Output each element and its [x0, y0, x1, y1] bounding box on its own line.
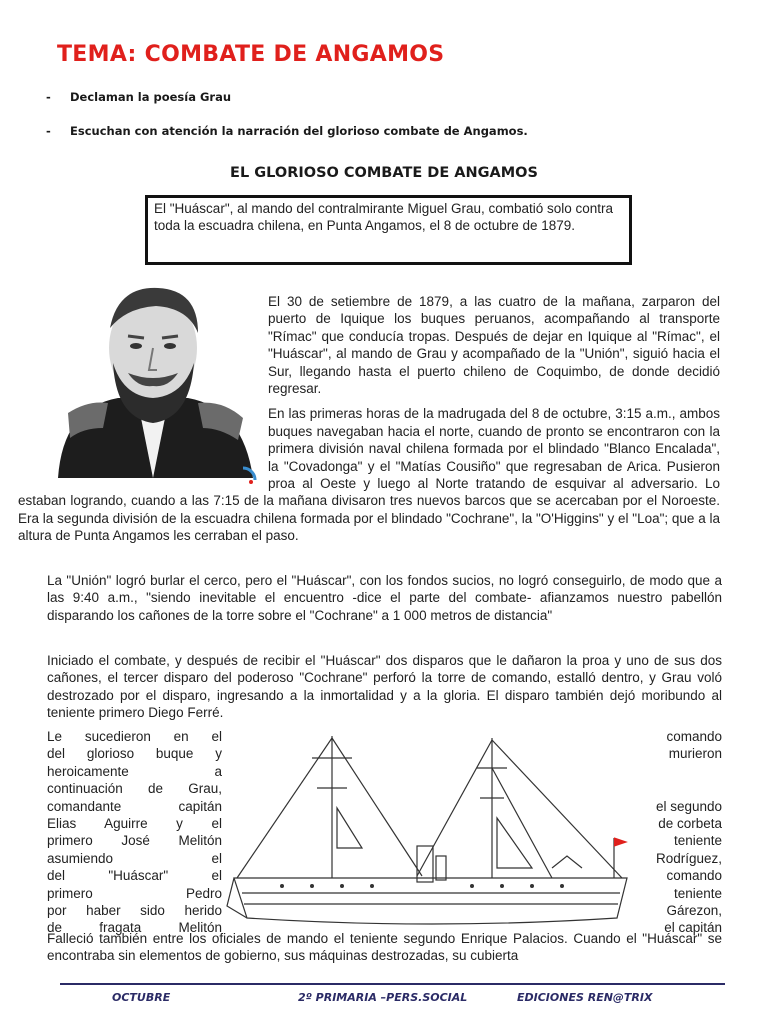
- text-line: Gárezon,: [666, 902, 722, 918]
- activity-item: [46, 124, 528, 138]
- footer-publisher: EDICIONES REN@TRIX: [517, 991, 653, 1004]
- text-line: del glorioso buque y: [47, 746, 222, 762]
- bullet-dash: -: [46, 124, 51, 138]
- activity-text: Declaman la poesía Grau: [70, 90, 232, 104]
- text-line: del "Huáscar" el: [47, 868, 222, 884]
- text-line: asumiendo el: [47, 850, 222, 866]
- text-line: de fragata Melitón: [47, 920, 222, 936]
- text-line: [638, 780, 722, 797]
- text-line: comando: [666, 729, 722, 744]
- page-title: TEMA: COMBATE DE ANGAMOS: [57, 42, 445, 67]
- text-line: el segundo: [655, 798, 722, 814]
- paragraph-2: En las primeras horas de la madrugada del 8 de octubre, 3:15 a.m., ambos buques navegaban hacia el norte, cuando de pronto se encontraron con la primera división naval chilena formada por el blindado "Blanco Encalada", la "Covadonga" y el "Matías Cousiño" que regresaban de Arica. Pusieron proa al Oeste y luego al Norte tratando de esquivar al adversario. Lo estaban logrando, cuando a las 7:15 de la mañana divisaron tres nuevos barcos que se acercaban por el Noroeste. Era la segunda división de la escuadra chilena formada por el blindado "Cochrane", la "O'Higgins" y el "Loa"; que a la altura de Punta Angamos les cerraban el paso.: [18, 406, 720, 544]
- text-line: Rodríguez,: [655, 850, 722, 866]
- footer-month: OCTUBRE: [112, 991, 171, 1004]
- text-line: por haber sido herido: [47, 902, 222, 918]
- split-text-right: [638, 728, 722, 937]
- paragraph-4: Iniciado el combate, y después de recibir el "Huáscar" dos disparos que le dañaron la proa y uno de sus dos cañones, el tercer disparo del poderoso "Cochrane" perforó la torre de comando, estalló dentro, y Grau voló destrozado por el disparo, ingresando a la inmortalidad y a la gloria. El disparo también dejó moribundo al teniente primero Diego Ferré.: [47, 653, 722, 721]
- activity-text: Escuchan con atención la narración del glorioso combate de Angamos.: [70, 124, 528, 138]
- text-line: comando: [666, 868, 722, 884]
- text-line: primero José Melitón: [47, 833, 222, 849]
- text-line: primero Pedro: [47, 885, 222, 901]
- text-line: Elias Aguirre y el: [47, 815, 222, 831]
- article-title: EL GLORIOSO COMBATE DE ANGAMOS: [230, 165, 538, 181]
- text-line: el capitán: [664, 920, 722, 936]
- text-line: comandante capitán: [47, 798, 222, 814]
- text-line: murieron: [668, 746, 722, 762]
- split-text-left: [47, 728, 222, 937]
- text-line: [638, 763, 722, 780]
- text-line: Le sucedieron en el: [47, 729, 222, 744]
- text-line: continuación de Grau,: [47, 781, 222, 797]
- footer-course: 2º PRIMARIA –PERS.SOCIAL: [298, 991, 468, 1004]
- text-line: de corbeta: [658, 815, 722, 831]
- text-line: teniente: [673, 885, 722, 901]
- paragraph-1: El 30 de setiembre de 1879, a las cuatro de la mañana, zarparon del puerto de Iquique los buques peruanos, acompañando al transporte "Rímac" que conducía tropas. Después de dejar en Iquique al "Rímac", el "Huáscar", al mando de Grau y acompañado de la "Unión", siguió hacia el Sur, llegando hasta el puerto chileno de Coquimbo, de donde decidió regresar.: [268, 294, 720, 397]
- activity-item: [46, 90, 231, 104]
- paragraph-3: La "Unión" logró burlar el cerco, pero el "Huáscar", con los fondos sucios, no logró conseguirlo, de modo que a las 9:40 a.m., "siendo inevitable el encuentro -dice el parte del combate- afianzamos nuestro pabellón disparando los cañones de la torre sobre el "Cochrane" a 1 000 metros de distancia": [47, 573, 722, 623]
- text-line: heroicamente a: [47, 763, 222, 779]
- footer-divider: [60, 983, 725, 985]
- closing-paragraph: Falleció también entre los oficiales de mando el teniente segundo Enrique Palacios. Cuando el "Huáscar" se encontraba sin elementos de gobierno, sus máquinas destrozadas, su cubierta: [47, 931, 722, 964]
- paragraph-group-top: [18, 293, 720, 545]
- bullet-dash: -: [46, 90, 51, 104]
- huascar-ship-illustration: [222, 728, 638, 938]
- intro-box: El "Huáscar", al mando del contralmirante Miguel Grau, combatió solo contra toda la escuadra chilena, en Punta Angamos, el 8 de octubre de 1879.: [145, 195, 632, 265]
- text-line: teniente: [673, 833, 722, 849]
